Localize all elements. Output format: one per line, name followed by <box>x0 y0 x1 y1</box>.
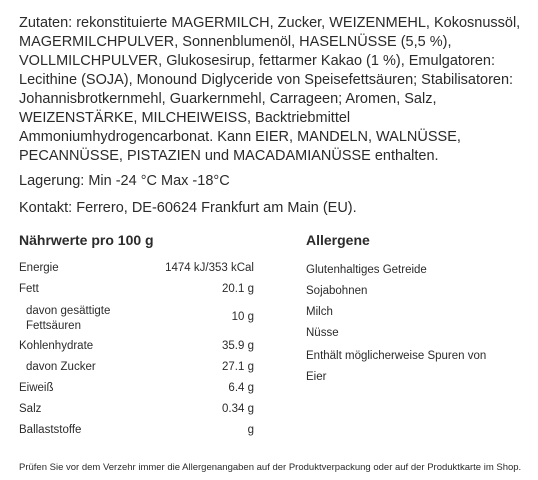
allergen-item: Milch <box>306 306 333 318</box>
nutrition-row <box>19 403 254 424</box>
nutrition-label: Eiweiß <box>19 382 54 394</box>
allergen-item: Enthält möglicherweise Spuren von Eier <box>306 350 487 383</box>
storage-text: Lagerung: Min -24 °C Max -18°C <box>19 173 230 189</box>
nutrition-label: Salz <box>19 403 42 415</box>
nutrition-row <box>19 361 254 382</box>
nutrition-label: Ballaststoffe <box>19 424 82 436</box>
nutrition-row <box>19 424 254 445</box>
allergen-notice: Prüfen Sie vor dem Verzehr immer die Allergenangaben auf der Produktverpackung oder auf der Produktkarte im Shop. <box>19 462 522 473</box>
nutrition-value: 0.34 g <box>222 403 254 415</box>
nutrition-row <box>19 262 254 283</box>
nutrition-label: davon gesättigte Fettsäuren <box>26 305 111 332</box>
nutrition-heading: Nährwerte pro 100 g <box>19 232 154 248</box>
product-info <box>19 0 531 436</box>
nutrition-label: Energie <box>19 262 59 274</box>
nutrition-label: davon Zucker <box>26 361 96 373</box>
nutrition-value: 10 g <box>231 311 254 323</box>
nutrition-row <box>19 304 254 340</box>
nutrition-label: Fett <box>19 283 39 295</box>
nutrition-value: 27.1 g <box>222 361 254 373</box>
nutrition-value: 20.1 g <box>222 283 254 295</box>
contact-text: Kontakt: Ferrero, DE-60624 Frankfurt am Main (EU). <box>19 200 357 216</box>
allergen-item: Nüsse <box>306 327 339 339</box>
nutrition-value: 1474 kJ/353 kCal <box>165 262 254 274</box>
allergens-heading: Allergene <box>306 232 370 248</box>
ingredients-text: Zutaten: rekonstituierte MAGERMILCH, Zucker, WEIZENMEHL, Kokosnussöl, MAGERMILCHPULVER, Sonnenblumenöl, HASELNÜSSE (5,5 %), VOLLMILCHPULVER, Glukosesirup, fettarmer Kakao (1 %), Emulgatoren: Lecithine (SOJA), Monound Diglyceride von Speisefettsäuren; Stabilisatoren: Johannisbrotkernmehl, Guarkernmehl, Carrageen; Aromen, Salz, WEIZENSTÄRKE, MILCHEIWEISS, Backtriebmittel Ammoniumhydrogencarbonat. Kann EIER, MANDELN, WALNÜSSE, PECANNÜSSE, PISTAZIEN und MACADAMIANÜSSE enthalten. <box>19 15 521 164</box>
nutrition-value: 35.9 g <box>222 340 254 352</box>
nutrition-label: Kohlenhydrate <box>19 340 94 352</box>
nutrition-row <box>19 283 254 304</box>
allergens-list <box>306 262 526 388</box>
nutrition-value: 6.4 g <box>228 382 254 394</box>
allergen-item: Sojabohnen <box>306 285 368 297</box>
nutrition-row <box>19 382 254 403</box>
allergen-item: Glutenhaltiges Getreide <box>306 264 427 276</box>
nutrition-row <box>19 340 254 361</box>
nutrition-value: g <box>247 424 254 436</box>
